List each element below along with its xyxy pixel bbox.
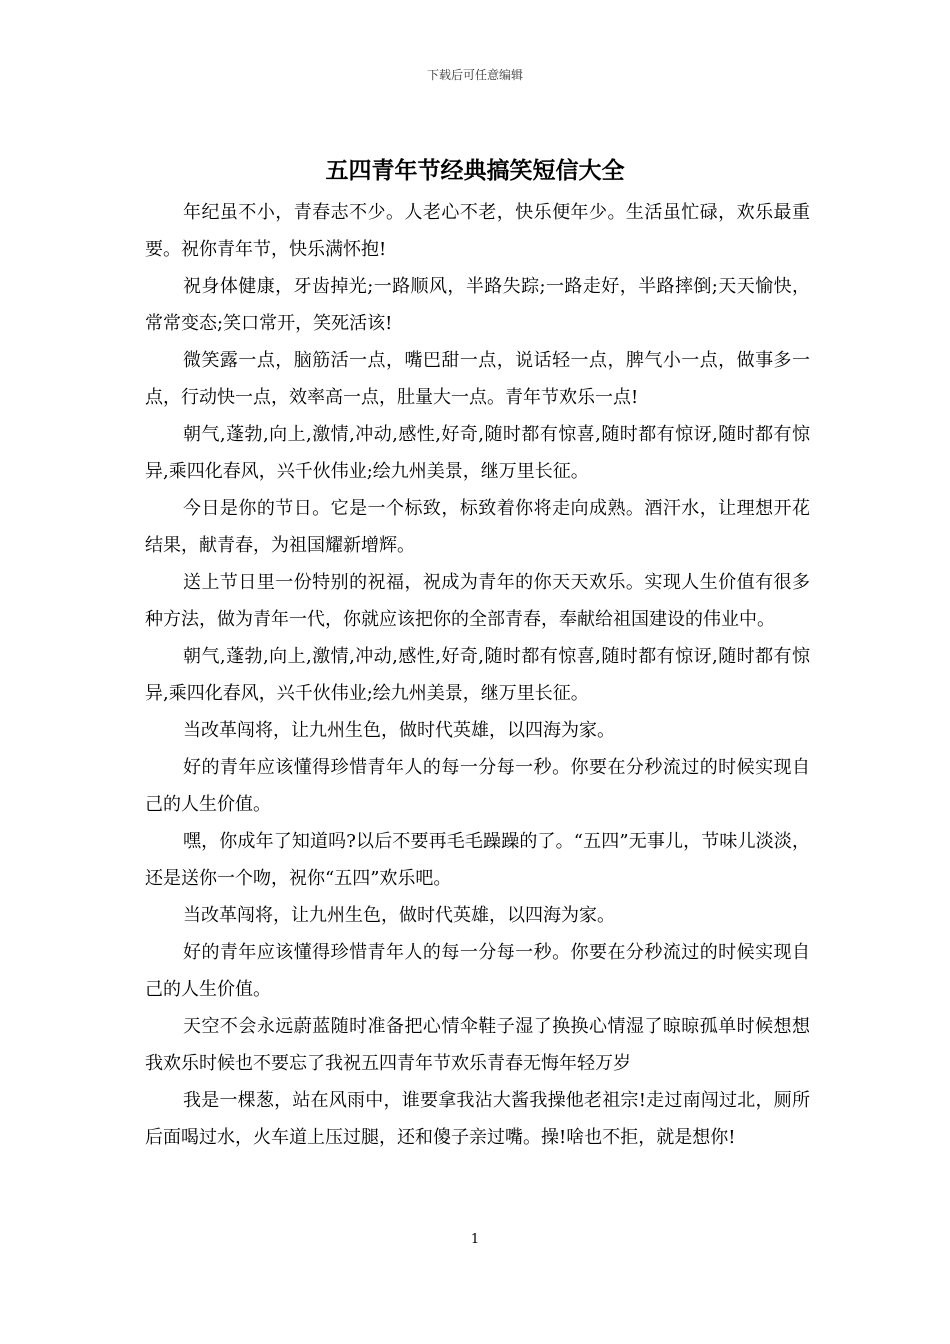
paragraph: 朝气,蓬勃,向上,激情,冲动,感性,好奇,随时都有惊喜,随时都有惊讶,随时都有惊异,乘四化春风，兴千伙伟业;绘九州美景，继万里长征。 <box>145 646 810 704</box>
paragraph: 当改革闯将，让九州生色，做时代英雄，以四海为家。 <box>183 720 615 741</box>
paragraph: 年纪虽不小，青春志不少。人老心不老，快乐便年少。生活虽忙碌，欢乐最重要。祝你青年节，快乐满怀抱! <box>145 202 810 260</box>
page-header: 下载后可任意编辑 <box>426 68 523 82</box>
paragraph: 我是一棵葱，站在风雨中，谁要拿我沾大酱我操他老祖宗!走过南闯过北，厕所后面喝过水，火车道上压过腿，还和傻子亲过嘴。操!啥也不拒，就是想你! <box>145 1090 810 1148</box>
paragraph: 好的青年应该懂得珍惜青年人的每一分每一秒。你要在分秒流过的时候实现自己的人生价值。 <box>145 942 810 1000</box>
paragraph: 朝气,蓬勃,向上,激情,冲动,感性,好奇,随时都有惊喜,随时都有惊讶,随时都有惊异,乘四化春风，兴千伙伟业;绘九州美景，继万里长征。 <box>145 424 810 482</box>
document-title: 五四青年节经典搞笑短信大全 <box>325 158 625 184</box>
paragraph: 好的青年应该懂得珍惜青年人的每一分每一秒。你要在分秒流过的时候实现自己的人生价值。 <box>145 757 810 815</box>
paragraph: 送上节日里一份特别的祝福，祝成为青年的你天天欢乐。实现人生价值有很多种方法，做为青年一代，你就应该把你的全部青春，奉献给祖国建设的伟业中。 <box>145 572 810 630</box>
paragraph: 当改革闯将，让九州生色，做时代英雄，以四海为家。 <box>183 905 615 926</box>
paragraph: 微笑露一点，脑筋活一点，嘴巴甜一点，说话轻一点，脾气小一点，做事多一点，行动快一点，效率高一点，肚量大一点。青年节欢乐一点! <box>145 350 810 408</box>
paragraph: 嘿，你成年了知道吗?以后不要再毛毛躁躁的了。“五四”无事儿，节味儿淡淡，还是送你一个吻，祝你“五四”欢乐吧。 <box>145 831 810 889</box>
paragraph: 今日是你的节日。它是一个标致，标致着你将走向成熟。酒汗水，让理想开花结果，献青春，为祖国耀新增辉。 <box>145 498 810 556</box>
paragraph: 祝身体健康，牙齿掉光;一路顺风，半路失踪;一路走好，半路摔倒;天天愉快，常常变态;笑口常开，笑死活该! <box>145 276 810 334</box>
page-number: 1 <box>470 1232 480 1247</box>
document-body <box>145 194 810 1156</box>
paragraph: 天空不会永远蔚蓝随时准备把心情伞鞋子湿了换换心情湿了晾晾孤单时候想想我欢乐时候也不要忘了我祝五四青年节欢乐青春无悔年轻万岁 <box>145 1016 810 1074</box>
